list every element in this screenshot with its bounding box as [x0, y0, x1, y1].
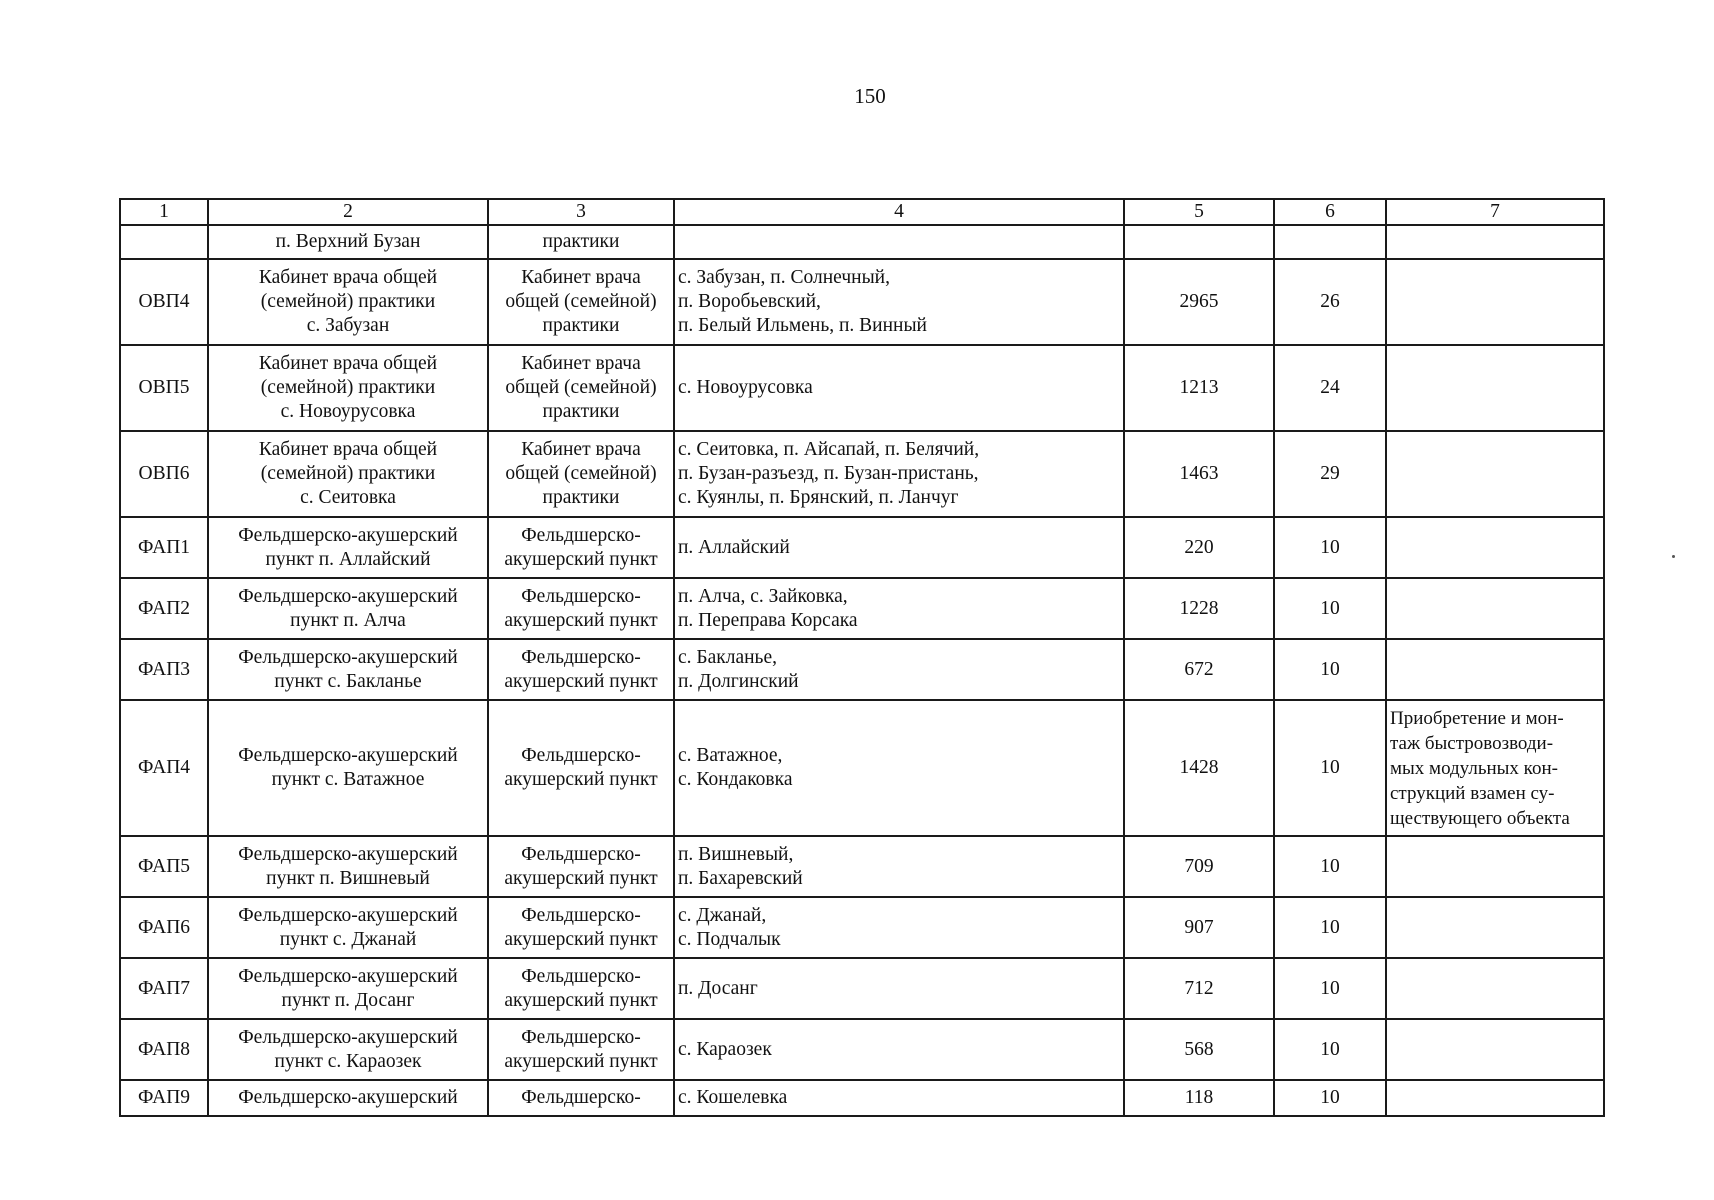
- column-header: 7: [1386, 199, 1604, 225]
- facility-code: ФАП7: [137, 977, 191, 999]
- service-area: с. Кошелевка: [678, 1087, 788, 1108]
- population-value-cell: [1124, 1080, 1274, 1116]
- facility-code-cell: [120, 897, 208, 958]
- facility-code-cell: [120, 225, 208, 259]
- population-value-cell: [1124, 897, 1274, 958]
- facility-name-cell: [208, 578, 488, 639]
- facility-type: Кабинет врача общей (семейной) практики: [505, 353, 657, 422]
- service-area-cell: [674, 1080, 1124, 1116]
- note-text-cell: [1386, 431, 1604, 517]
- service-area: с. Забузан, п. Солнечный, п. Воробьевский, п. Белый Ильмень, п. Винный: [678, 267, 927, 336]
- column-header: 4: [674, 199, 1124, 225]
- service-area-cell: [674, 897, 1124, 958]
- staff-value-cell: [1274, 639, 1386, 700]
- staff-value: 29: [1320, 463, 1340, 484]
- population-value-cell: [1124, 1019, 1274, 1080]
- note-text-cell: [1386, 897, 1604, 958]
- facility-code: ФАП9: [137, 1087, 191, 1108]
- staff-value: 24: [1320, 377, 1340, 398]
- facility-name-cell: [208, 897, 488, 958]
- staff-value-cell: [1274, 958, 1386, 1019]
- facility-type: Фельдшерско-: [521, 1087, 641, 1108]
- service-area-cell: [674, 958, 1124, 1019]
- service-area-cell: [674, 431, 1124, 517]
- population-value-cell: [1124, 639, 1274, 700]
- facility-type-cell: [488, 431, 674, 517]
- facility-code: ФАП2: [137, 597, 191, 619]
- staff-value-cell: [1274, 897, 1386, 958]
- service-area-cell: [674, 836, 1124, 897]
- service-area: п. Аллайский: [678, 536, 790, 558]
- staff-value: 10: [1320, 757, 1340, 778]
- facility-type: Фельдшерско- акушерский пункт: [504, 745, 658, 790]
- table-row: [120, 1080, 1604, 1116]
- staff-value-cell: [1274, 1019, 1386, 1080]
- service-area-cell: [674, 700, 1124, 836]
- staff-value-cell: [1274, 1080, 1386, 1116]
- facility-type: Фельдшерско- акушерский пункт: [504, 904, 658, 950]
- column-number-row: [120, 199, 1604, 225]
- column-header: 5: [1124, 199, 1274, 225]
- table-row: [120, 700, 1604, 836]
- staff-value-cell: [1274, 700, 1386, 836]
- facility-code-cell: [120, 517, 208, 578]
- facility-name: Фельдшерско-акушерский пункт п. Вишневый: [238, 843, 458, 889]
- facility-code: ФАП3: [137, 658, 191, 680]
- facility-code: ФАП8: [137, 1038, 191, 1060]
- facility-name: Кабинет врача общей (семейной) практики с. Новоурусовка: [258, 353, 438, 422]
- service-area: с. Ватажное, с. Кондаковка: [678, 745, 793, 790]
- facility-code-cell: [120, 578, 208, 639]
- column-header: 6: [1274, 199, 1386, 225]
- service-area: п. Досанг: [678, 977, 758, 999]
- note-text-cell: [1386, 345, 1604, 431]
- facility-type-cell: [488, 259, 674, 345]
- facility-name-cell: [208, 345, 488, 431]
- facility-name-cell: [208, 958, 488, 1019]
- facility-code: ФАП6: [137, 916, 191, 938]
- facility-code-cell: [120, 836, 208, 897]
- population-value: 568: [1184, 1038, 1214, 1060]
- service-area: с. Бакланье, п. Долгинский: [678, 646, 799, 692]
- facility-code: ФАП5: [137, 855, 191, 877]
- facility-type-cell: [488, 517, 674, 578]
- service-area: с. Сеитовка, п. Айсапай, п. Белячий, п. Бузан-разъезд, п. Бузан-пристань, с. Куянлы, п. Брянский, п. Ланчуг: [678, 439, 980, 508]
- staff-value-cell: [1274, 517, 1386, 578]
- population-value: 118: [1184, 1087, 1214, 1108]
- service-area-cell: [674, 345, 1124, 431]
- staff-value-cell: [1274, 578, 1386, 639]
- facility-name-cell: [208, 259, 488, 345]
- population-value-cell: [1124, 225, 1274, 259]
- note-text-cell: [1386, 1019, 1604, 1080]
- facility-name: Кабинет врача общей (семейной) практики с. Забузан: [258, 267, 438, 336]
- scan-speck: [1672, 555, 1675, 558]
- facility-type: Фельдшерско- акушерский пункт: [504, 965, 658, 1011]
- facility-code: ОВП5: [138, 377, 190, 398]
- facility-type: Фельдшерско- акушерский пункт: [504, 585, 658, 631]
- facility-type-cell: [488, 1019, 674, 1080]
- staff-value-cell: [1274, 431, 1386, 517]
- facility-code-cell: [120, 1019, 208, 1080]
- service-area-cell: [674, 1019, 1124, 1080]
- staff-value: 10: [1320, 977, 1340, 999]
- population-value-cell: [1124, 517, 1274, 578]
- facility-code-cell: [120, 639, 208, 700]
- facility-type-cell: [488, 225, 674, 259]
- facility-code-cell: [120, 958, 208, 1019]
- facility-name: Кабинет врача общей (семейной) практики с. Сеитовка: [258, 439, 438, 508]
- table-row: [120, 836, 1604, 897]
- facility-type-cell: [488, 836, 674, 897]
- table-row: [120, 897, 1604, 958]
- population-value-cell: [1124, 431, 1274, 517]
- staff-value-cell: [1274, 345, 1386, 431]
- facility-code: ОВП4: [138, 291, 190, 312]
- population-value-cell: [1124, 700, 1274, 836]
- facility-code-cell: [120, 259, 208, 345]
- staff-value: 26: [1320, 291, 1340, 312]
- facility-code: ОВП6: [138, 463, 190, 484]
- population-value-cell: [1124, 958, 1274, 1019]
- note-text-cell: [1386, 1080, 1604, 1116]
- staff-value: 10: [1320, 536, 1340, 558]
- facility-type: Кабинет врача общей (семейной) практики: [505, 267, 657, 336]
- facility-type-cell: [488, 700, 674, 836]
- facility-name-cell: [208, 517, 488, 578]
- note-text-cell: [1386, 517, 1604, 578]
- staff-value: 10: [1320, 597, 1340, 619]
- facility-name: п. Верхний Бузан: [275, 231, 421, 252]
- facility-code: ФАП4: [137, 757, 191, 778]
- staff-value-cell: [1274, 259, 1386, 345]
- table-row: [120, 578, 1604, 639]
- facility-name-cell: [208, 836, 488, 897]
- population-value: 1213: [1179, 377, 1219, 398]
- service-area-cell: [674, 225, 1124, 259]
- population-value-cell: [1124, 259, 1274, 345]
- column-header: 1: [120, 199, 208, 225]
- service-area-cell: [674, 578, 1124, 639]
- service-area: с. Караозек: [678, 1038, 772, 1060]
- facility-name-cell: [208, 1019, 488, 1080]
- note-text-cell: [1386, 958, 1604, 1019]
- facility-name-cell: [208, 700, 488, 836]
- table-row: [120, 225, 1604, 259]
- note-text-cell: [1386, 259, 1604, 345]
- population-value: 709: [1184, 855, 1214, 877]
- facility-name: Фельдшерско-акушерский пункт с. Джанай: [238, 904, 458, 950]
- staff-value: 10: [1320, 855, 1340, 877]
- note-text-cell: [1386, 700, 1604, 836]
- facility-name: Фельдшерско-акушерский пункт с. Караозек: [238, 1026, 458, 1072]
- facility-type-cell: [488, 1080, 674, 1116]
- population-value: 1463: [1179, 463, 1219, 484]
- population-value: 2965: [1179, 291, 1219, 312]
- service-area-cell: [674, 639, 1124, 700]
- service-area: п. Алча, с. Зайковка, п. Переправа Корсака: [678, 585, 858, 631]
- facility-type-cell: [488, 578, 674, 639]
- facility-type-cell: [488, 639, 674, 700]
- note-text: Приобретение и мон- таж быстровозводи- мых модульных кон- струкций взамен су- ществующего объекта: [1390, 707, 1570, 829]
- facility-type-cell: [488, 897, 674, 958]
- facility-code-cell: [120, 1080, 208, 1116]
- note-text-cell: [1386, 836, 1604, 897]
- table-row: [120, 1019, 1604, 1080]
- population-value: 1428: [1179, 757, 1219, 778]
- population-value: 672: [1184, 658, 1214, 680]
- facility-name: Фельдшерско-акушерский пункт п. Алча: [238, 585, 458, 631]
- staff-value: 10: [1320, 1038, 1340, 1060]
- facility-type: Фельдшерско- акушерский пункт: [504, 843, 658, 889]
- facility-name-cell: [208, 1080, 488, 1116]
- service-area: с. Новоурусовка: [678, 377, 813, 398]
- column-header: 3: [488, 199, 674, 225]
- facility-type: Кабинет врача общей (семейной) практики: [505, 439, 657, 508]
- service-area-cell: [674, 259, 1124, 345]
- population-value: 220: [1184, 536, 1214, 558]
- staff-value: 10: [1320, 658, 1340, 680]
- staff-value: 10: [1320, 1087, 1340, 1108]
- service-area: с. Джанай, с. Подчалык: [678, 904, 781, 950]
- population-value: 712: [1184, 977, 1214, 999]
- facility-name: Фельдшерско-акушерский пункт с. Бакланье: [238, 646, 458, 692]
- facility-code-cell: [120, 345, 208, 431]
- service-area-cell: [674, 517, 1124, 578]
- table-row: [120, 639, 1604, 700]
- facility-name-cell: [208, 639, 488, 700]
- facility-type-cell: [488, 958, 674, 1019]
- facility-type-cell: [488, 345, 674, 431]
- population-value-cell: [1124, 578, 1274, 639]
- facility-type: Фельдшерско- акушерский пункт: [504, 1026, 658, 1072]
- facility-type: практики: [542, 231, 620, 252]
- population-value-cell: [1124, 836, 1274, 897]
- facility-code-cell: [120, 431, 208, 517]
- population-value: 907: [1184, 916, 1214, 938]
- population-value-cell: [1124, 345, 1274, 431]
- table-row: [120, 958, 1604, 1019]
- facility-type: Фельдшерско- акушерский пункт: [504, 646, 658, 692]
- staff-value: 10: [1320, 916, 1340, 938]
- note-text-cell: [1386, 578, 1604, 639]
- population-value: 1228: [1179, 597, 1219, 619]
- table-row: [120, 517, 1604, 578]
- table-row: [120, 345, 1604, 431]
- table-row: [120, 259, 1604, 345]
- table-row: [120, 431, 1604, 517]
- page-number: 150: [854, 84, 886, 108]
- service-area: п. Вишневый, п. Бахаревский: [678, 843, 803, 889]
- facility-name: Фельдшерско-акушерский: [238, 1087, 458, 1108]
- note-text-cell: [1386, 639, 1604, 700]
- column-header: 2: [208, 199, 488, 225]
- facility-name: Фельдшерско-акушерский пункт с. Ватажное: [238, 745, 458, 790]
- facilities-table: [119, 198, 1605, 1117]
- staff-value-cell: [1274, 836, 1386, 897]
- staff-value-cell: [1274, 225, 1386, 259]
- facility-type: Фельдшерско- акушерский пункт: [504, 524, 658, 570]
- facility-name-cell: [208, 225, 488, 259]
- facility-name: Фельдшерско-акушерский пункт п. Аллайский: [238, 524, 458, 570]
- facility-name-cell: [208, 431, 488, 517]
- facility-code: ФАП1: [137, 536, 191, 558]
- facility-name: Фельдшерско-акушерский пункт п. Досанг: [238, 965, 458, 1011]
- facility-code-cell: [120, 700, 208, 836]
- note-text-cell: [1386, 225, 1604, 259]
